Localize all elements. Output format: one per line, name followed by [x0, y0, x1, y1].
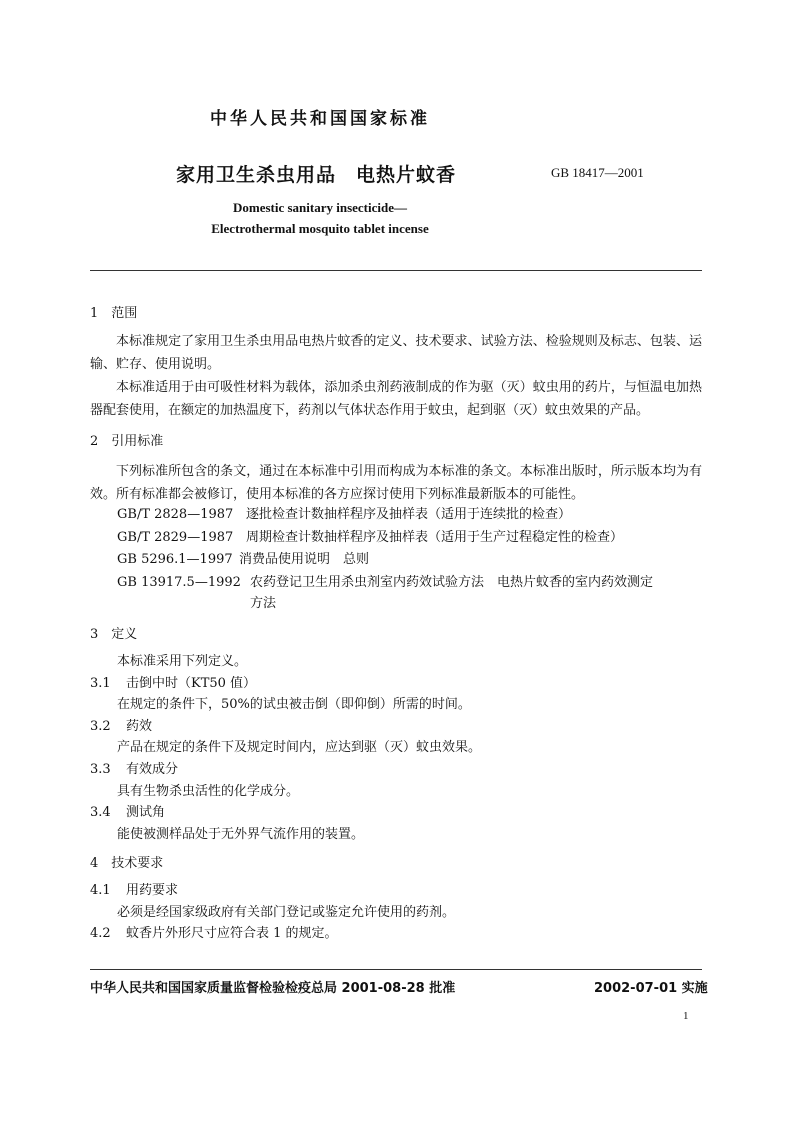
reference-code: GB/T 2829—1987 [117, 530, 234, 545]
definition-term: 有效成分 [126, 762, 179, 777]
issuer-approval: 中华人民共和国国家质量监督检验检疫总局 2001-08-28 批准 [90, 981, 456, 996]
section-2-intro: 下列标准所包含的条文，通过在本标准中引用而构成为本标准的条文。本标准出版时，所示版本均为有效。所有标准都会被修订，使用本标准的各方应探讨使用下列标准最新版本的可能性。 [90, 464, 702, 502]
reference-code: GB/T 2828—1987 [117, 507, 234, 522]
definition-text: 产品在规定的条件下及规定时间内，应达到驱（灭）蚊虫效果。 [117, 740, 482, 755]
clause-number: 3.3 [90, 762, 111, 777]
requirement-text: 必须是经国家级政府有关部门登记或鉴定允许使用的药剂。 [117, 905, 456, 920]
document-title: 家用卫生杀虫用品 电热片蚊香 [176, 164, 457, 186]
section-1-paragraph-2: 本标准适用于由可吸性材料为载体，添加杀虫剂药液制成的作为驱（灭）蚊虫用的药片，与恒温电加热器配套使用，在额定的加热温度下，药剂以气体状态作用于蚊虫，起到驱（灭）蚊虫效果的产品。 [90, 380, 702, 418]
standard-number: GB 18417—2001 [551, 165, 644, 180]
header-divider [90, 270, 702, 271]
section-3-heading: 3 定义 [90, 627, 138, 642]
section-1-paragraph-1: 本标准规定了家用卫生杀虫用品电热片蚊香的定义、技术要求、试验方法、检验规则及标志、包装、运输、贮存、使用说明。 [90, 334, 702, 372]
reference-title: 农药登记卫生用杀虫剂室内药效试验方法 电热片蚊香的室内药效测定 [250, 575, 654, 590]
effective-date: 2002-07-01 实施 [594, 981, 708, 996]
definition-term: 测试角 [126, 805, 166, 820]
section-4-heading: 4 技术要求 [90, 856, 164, 871]
footer-divider [90, 969, 702, 970]
definition-text: 在规定的条件下，50%的试虫被击倒（即仰倒）所需的时间。 [117, 697, 471, 712]
definition-term: 药效 [126, 719, 153, 734]
national-standard-title: 中华人民共和国国家标准 [210, 109, 430, 129]
clause-number: 4.1 [90, 883, 111, 898]
requirement-term: 蚊香片外形尺寸应符合表 1 的规定。 [126, 926, 338, 941]
reference-title: 消费品使用说明 总则 [239, 552, 370, 567]
reference-title-continuation: 方法 [250, 596, 277, 611]
clause-number: 3.4 [90, 805, 111, 820]
reference-title: 周期检查计数抽样程序及抽样表（适用于生产过程稳定性的检查） [246, 530, 624, 545]
reference-code: GB 13917.5—1992 [117, 575, 241, 590]
requirement-term: 用药要求 [126, 883, 179, 898]
clause-number: 3.1 [90, 676, 111, 691]
definition-text: 能使被测样品处于无外界气流作用的装置。 [117, 827, 365, 842]
clause-number: 3.2 [90, 719, 111, 734]
definition-term: 击倒中时（KT50 值） [126, 676, 257, 691]
section-1-heading: 1 范围 [90, 306, 138, 321]
section-3-intro: 本标准采用下列定义。 [117, 654, 248, 669]
reference-title: 逐批检查计数抽样程序及抽样表（适用于连续批的检查） [246, 507, 572, 522]
clause-number: 4.2 [90, 926, 111, 941]
definition-text: 具有生物杀虫活性的化学成分。 [117, 784, 300, 799]
english-title-line2: Electrothermal mosquito tablet incense [211, 221, 429, 236]
reference-code: GB 5296.1—1997 [117, 552, 233, 567]
section-2-heading: 2 引用标准 [90, 434, 164, 449]
page-number: 1 [683, 1010, 689, 1022]
english-title-line1: Domestic sanitary insecticide— [232, 200, 408, 215]
